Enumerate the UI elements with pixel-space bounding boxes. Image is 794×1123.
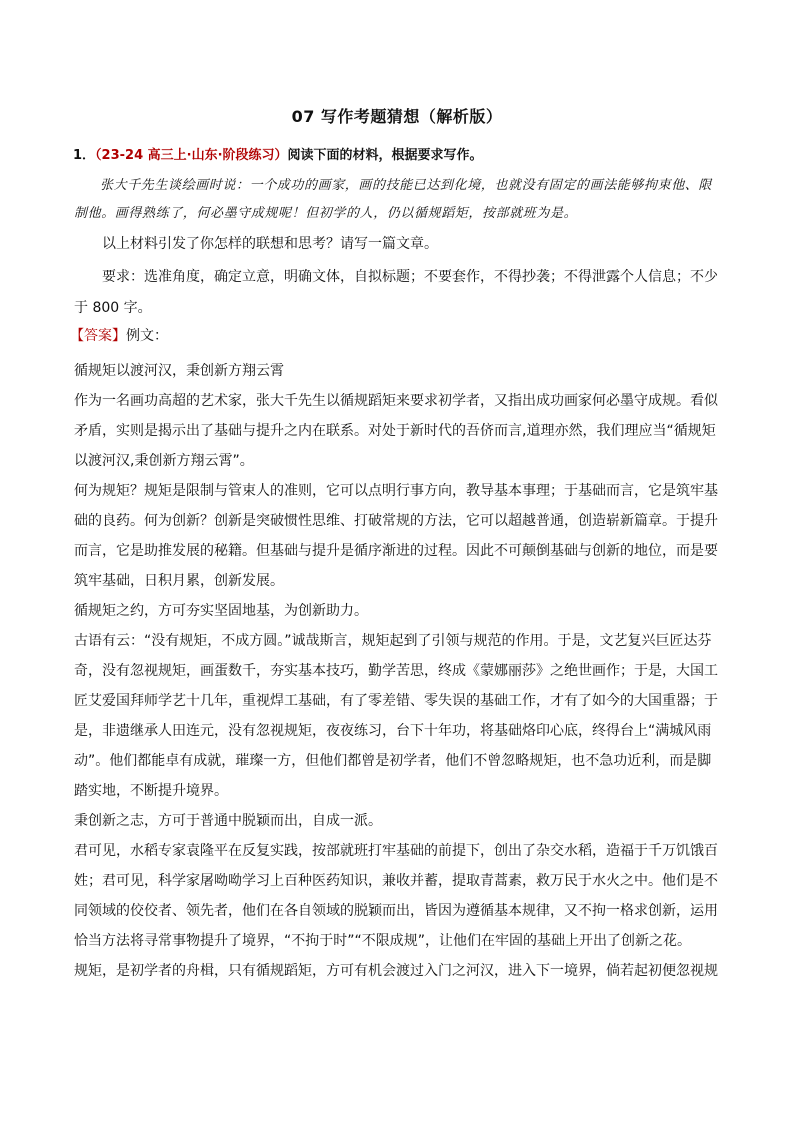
page-title: 07 写作考题猜想（解析版） xyxy=(291,107,503,126)
question-source: （23-24 高三上·山东·阶段练习） xyxy=(95,148,288,163)
answer-intro: 例文： xyxy=(126,328,168,344)
essay-paragraph: 规矩，是初学者的舟楫，只有循规蹈矩，方可有机会渡过入门之河汉，进入下一境界，倘若起初便忽视规 xyxy=(74,963,718,979)
essay-paragraph: 循规矩之约，方可夯实坚固地基，为创新助力。 xyxy=(74,603,368,619)
question-header xyxy=(73,144,733,163)
essay-paragraph: 秉创新之志，方可于普通中脱颖而出，自成一派。 xyxy=(74,813,382,829)
writing-requirements: 要求：选准角度，确定立意，明确文体，自拟标题；不要套作，不得抄袭；不得泄露个人信息；不少于 800 字。 xyxy=(74,269,718,316)
essay-body xyxy=(74,356,724,986)
essay-paragraph: 古语有云：“没有规矩，不成方圆。”诚哉斯言，规矩起到了引领与规范的作用。于是，文艺复兴巨匠达芬奇，没有忽视规矩，画蛋数千，夯实基本技巧，勤学苦思，终成《蒙娜丽莎》之绝世画作；于是，大国工匠艾爱国拜师学艺十几年，重视焊工基础，有了零差错、零失误的基础工作，才有了如今的大国重器；于是，非遗继承人田连元，没有忽视规矩，夜夜练习，台下十年功，将基础烙印心底，终得台上“满城风雨动”。他们都能卓有成就，璀璨一方，但他们都曾是初学者，他们不曾忽略规矩，也不急功近利，而是脚踏实地，不断提升境界。 xyxy=(74,633,718,799)
question-number: 1． xyxy=(73,148,96,163)
answer-label: 【答案】 xyxy=(70,328,126,344)
essay-paragraph: 何为规矩？规矩是限制与管束人的准则，它可以点明行事方向，教导基本事理；于基础而言，它是筑牢基础的良药。何为创新？创新是突破惯性思维、打破常规的方法，它可以超越普通，创造崭新篇章。于提升而言，它是助推发展的秘籍。但基础与提升是循序渐进的过程。因此不可颠倒基础与创新的地位，而是要筑牢基础，日积月累，创新发展。 xyxy=(74,483,718,589)
essay-title: 循规矩以渡河汉，秉创新方翔云霄 xyxy=(74,363,284,379)
essay-paragraph: 君可见，水稻专家袁隆平在反复实践，按部就班打牢基础的前提下，创出了杂交水稻，造福于千万饥饿百姓；君可见，科学家屠呦呦学习上百种医药知识，兼收并蓄，提取青蒿素，救万民于水火之中。他们是不同领域的佼佼者、领先者，他们在各自领域的脱颖而出，皆因为遵循基本规律，又不拘一格求创新，运用恰当方法将寻常事物提升了境界，“不拘于时”“不限成规”，让他们在牢固的基础上开出了创新之花。 xyxy=(74,843,718,949)
answer-header xyxy=(70,325,168,345)
material-quote: 张大千先生谈绘画时说：一个成功的画家，画的技能已达到化境，也就没有固定的画法能够拘束他、限制他。画得熟练了，何必墨守成规呢！但初学的人，仍以循规蹈矩，按部就班为是。 xyxy=(74,178,713,221)
essay-paragraph: 作为一名画功高超的艺术家，张大千先生以循规蹈矩来要求初学者，又指出成功画家何必墨守成规。看似矛盾，实则是揭示出了基础与提升之内在联系。对处于新时代的吾侪而言,道理亦然，我们理应当“循规矩以渡河汉,秉创新方翔云霄”。 xyxy=(74,393,718,469)
writing-prompt: 以上材料引发了你怎样的联想和思考？请写一篇文章。 xyxy=(102,236,438,252)
question-instruction: 阅读下面的材料，根据要求写作。 xyxy=(287,148,483,163)
